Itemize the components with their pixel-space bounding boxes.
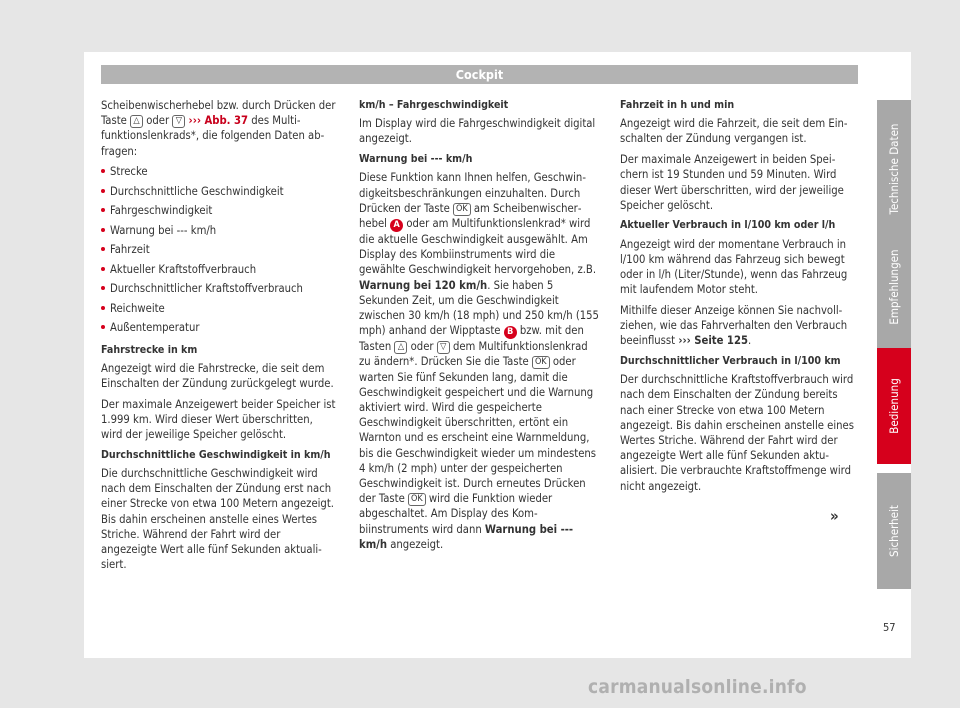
list-item: Durchschnittlicher Kraftstoffverbrauch bbox=[101, 281, 336, 296]
list-item: Strecke bbox=[101, 164, 336, 179]
down-key-icon: ▽ bbox=[437, 341, 450, 354]
down-key-icon: ▽ bbox=[172, 115, 185, 128]
ok-key-icon: OK bbox=[453, 203, 471, 216]
section-heading-fahrzeit: Fahrzeit in h und min bbox=[620, 99, 735, 111]
paragraph: Angezeigt wird die Fahrzeit, die seit dem Einschalten der Zündung vergangen ist. bbox=[620, 117, 848, 146]
data-list bbox=[101, 164, 336, 335]
paragraph: Angezeigt wird die Fahrstrecke, die seit dem Einschalten der Zündung zurückgelegt wurde. bbox=[101, 361, 334, 390]
list-item: Fahrzeit bbox=[101, 242, 336, 257]
figure-link[interactable]: ››› Abb. 37 bbox=[188, 114, 249, 128]
tab-technische-daten[interactable]: Technische Daten bbox=[877, 100, 911, 238]
list-item: Warnung bei --- km/h bbox=[101, 223, 336, 238]
list-item: Reichweite bbox=[101, 301, 336, 316]
page-link[interactable]: ››› Seite 125 bbox=[678, 334, 748, 348]
tab-empfehlungen[interactable]: Empfehlungen bbox=[877, 224, 911, 350]
paragraph: Angezeigt wird der momentane Verbrauch in l/100 km während das Fahrzeug sich bewegt oder in l/h (Liter/Stunde), wenn das Fahrzeug mit laufendem Motor steht. bbox=[620, 237, 848, 297]
paragraph: Mithilfe dieser Anzeige können Sie nachvollziehen, wie das Fahrverhalten den Verbrauch beeinflusst ››› Seite 125. bbox=[620, 303, 848, 348]
section-heading-fahrstrecke: Fahrstrecke in km bbox=[101, 343, 198, 356]
paragraph: Diese Funktion kann Ihnen helfen, Geschwindigkeitsbeschränkungen einzuhalten. Durch Drücken der Taste OK am Scheibenwischerhebel A oder am Multifunktionslenkrad* wird die aktuelle Geschwindigkeit ausgewählt. Am Display des Kombiinstruments wird die gewählte Geschwindigkeit hervorgehoben, z.B. Warnung bei 120 km/h. Sie haben 5 Sekunden Zeit, um die Geschwindigkeit zwischen 30 km/h (18 mph) und 250 km/h (155 mph) anhand der Wipptaste B bzw. mit den Tasten △ oder ▽ dem Multifunktionslenkrad zu ändern*. Drücken Sie die Taste OK oder warten Sie fünf Sekunden lang, damit die Geschwindigkeit gespeichert und die Warnung aktiviert wird. Wird die gespeicherte Geschwindigkeit überschritten, ertönt ein Warnton und es erscheint eine Warnmeldung, bis die Geschwindigkeit wieder um mindestens 4 km/h (2 mph) unter der gespeicherten Geschwindigkeit ist. Durch erneutes Drücken der Taste OK wird die Funktion wieder abgeschaltet. Am Display des Kombiinstruments wird dann Warnung bei --- km/h angezeigt. bbox=[359, 171, 599, 551]
tab-sicherheit[interactable]: Sicherheit bbox=[877, 473, 911, 589]
section-heading-durchschnittsgeschwindigkeit: Durchschnittliche Geschwindigkeit in km/h bbox=[101, 448, 331, 461]
column-1 bbox=[101, 98, 336, 578]
column-2 bbox=[359, 98, 602, 557]
section-heading-fahrgeschwindigkeit: km/h – Fahrgeschwindigkeit bbox=[359, 99, 509, 111]
label-a-icon: A bbox=[390, 219, 403, 232]
list-item: Außentemperatur bbox=[101, 320, 336, 335]
list-item: Aktueller Kraftstoffverbrauch bbox=[101, 262, 336, 277]
section-heading-aktueller-verbrauch: Aktueller Verbrauch in l/100 km oder l/h bbox=[620, 219, 836, 232]
page-header: Cockpit bbox=[101, 65, 858, 84]
page-number: 57 bbox=[883, 621, 896, 634]
paragraph: Der maximale Anzeigewert beider Speicher ist 1.999 km. Wird dieser Wert überschritten, wird der jeweilige Speicher gelöscht. bbox=[101, 397, 336, 442]
list-item: Durchschnittliche Geschwindigkeit bbox=[101, 184, 336, 199]
label-b-icon: B bbox=[504, 326, 517, 339]
watermark: carmanualsonline.info bbox=[588, 676, 807, 698]
paragraph: Der maximale Anzeigewert in beiden Speichern ist 19 Stunden und 59 Minuten. Wird dieser Wert überschritten, wird der jeweilige Speicher gelöscht. bbox=[620, 153, 844, 212]
section-heading-durchschnittlicher-verbrauch: Durchschnittlicher Verbrauch in l/100 km bbox=[620, 355, 841, 368]
list-item: Fahrgeschwindigkeit bbox=[101, 203, 336, 218]
ok-key-icon: OK bbox=[532, 356, 550, 369]
intro-paragraph: Scheibenwischerhebel bzw. durch Drücken der Taste △ oder ▽ ››› Abb. 37 des Multifunktionslenkrads*, die folgenden Daten abfragen: bbox=[101, 99, 336, 158]
paragraph: Die durchschnittliche Geschwindigkeit wird nach dem Einschalten der Zündung erst nach einer Strecke von etwa 100 Metern angezeigt. Bis dahin erscheinen anstelle eines Wertes Striche. Während der Fahrt wird der angezeigte Wert alle fünf Sekunden aktualisiert. bbox=[101, 466, 334, 572]
paragraph: Im Display wird die Fahrgeschwindigkeit digital angezeigt. bbox=[359, 117, 596, 146]
up-key-icon: △ bbox=[394, 341, 407, 354]
tab-bedienung[interactable]: Bedienung bbox=[877, 348, 911, 464]
continue-arrow-icon: » bbox=[830, 507, 839, 525]
paragraph: Der durchschnittliche Kraftstoffverbrauch wird nach dem Einschalten der Zündung bereits nach einer Strecke von etwa 100 Metern angezeigt. Bis dahin erscheinen anstelle eines Wertes Striche. Während der Fahrt wird der angezeigte Wert alle fünf Sekunden aktualisiert. Die verbrauchte Kraftstoffmenge wird nicht angezeigt. bbox=[620, 373, 854, 493]
ok-key-icon: OK bbox=[408, 493, 426, 506]
section-heading-warnung: Warnung bei --- km/h bbox=[359, 153, 473, 166]
column-3 bbox=[620, 98, 858, 499]
up-key-icon: △ bbox=[130, 115, 143, 128]
